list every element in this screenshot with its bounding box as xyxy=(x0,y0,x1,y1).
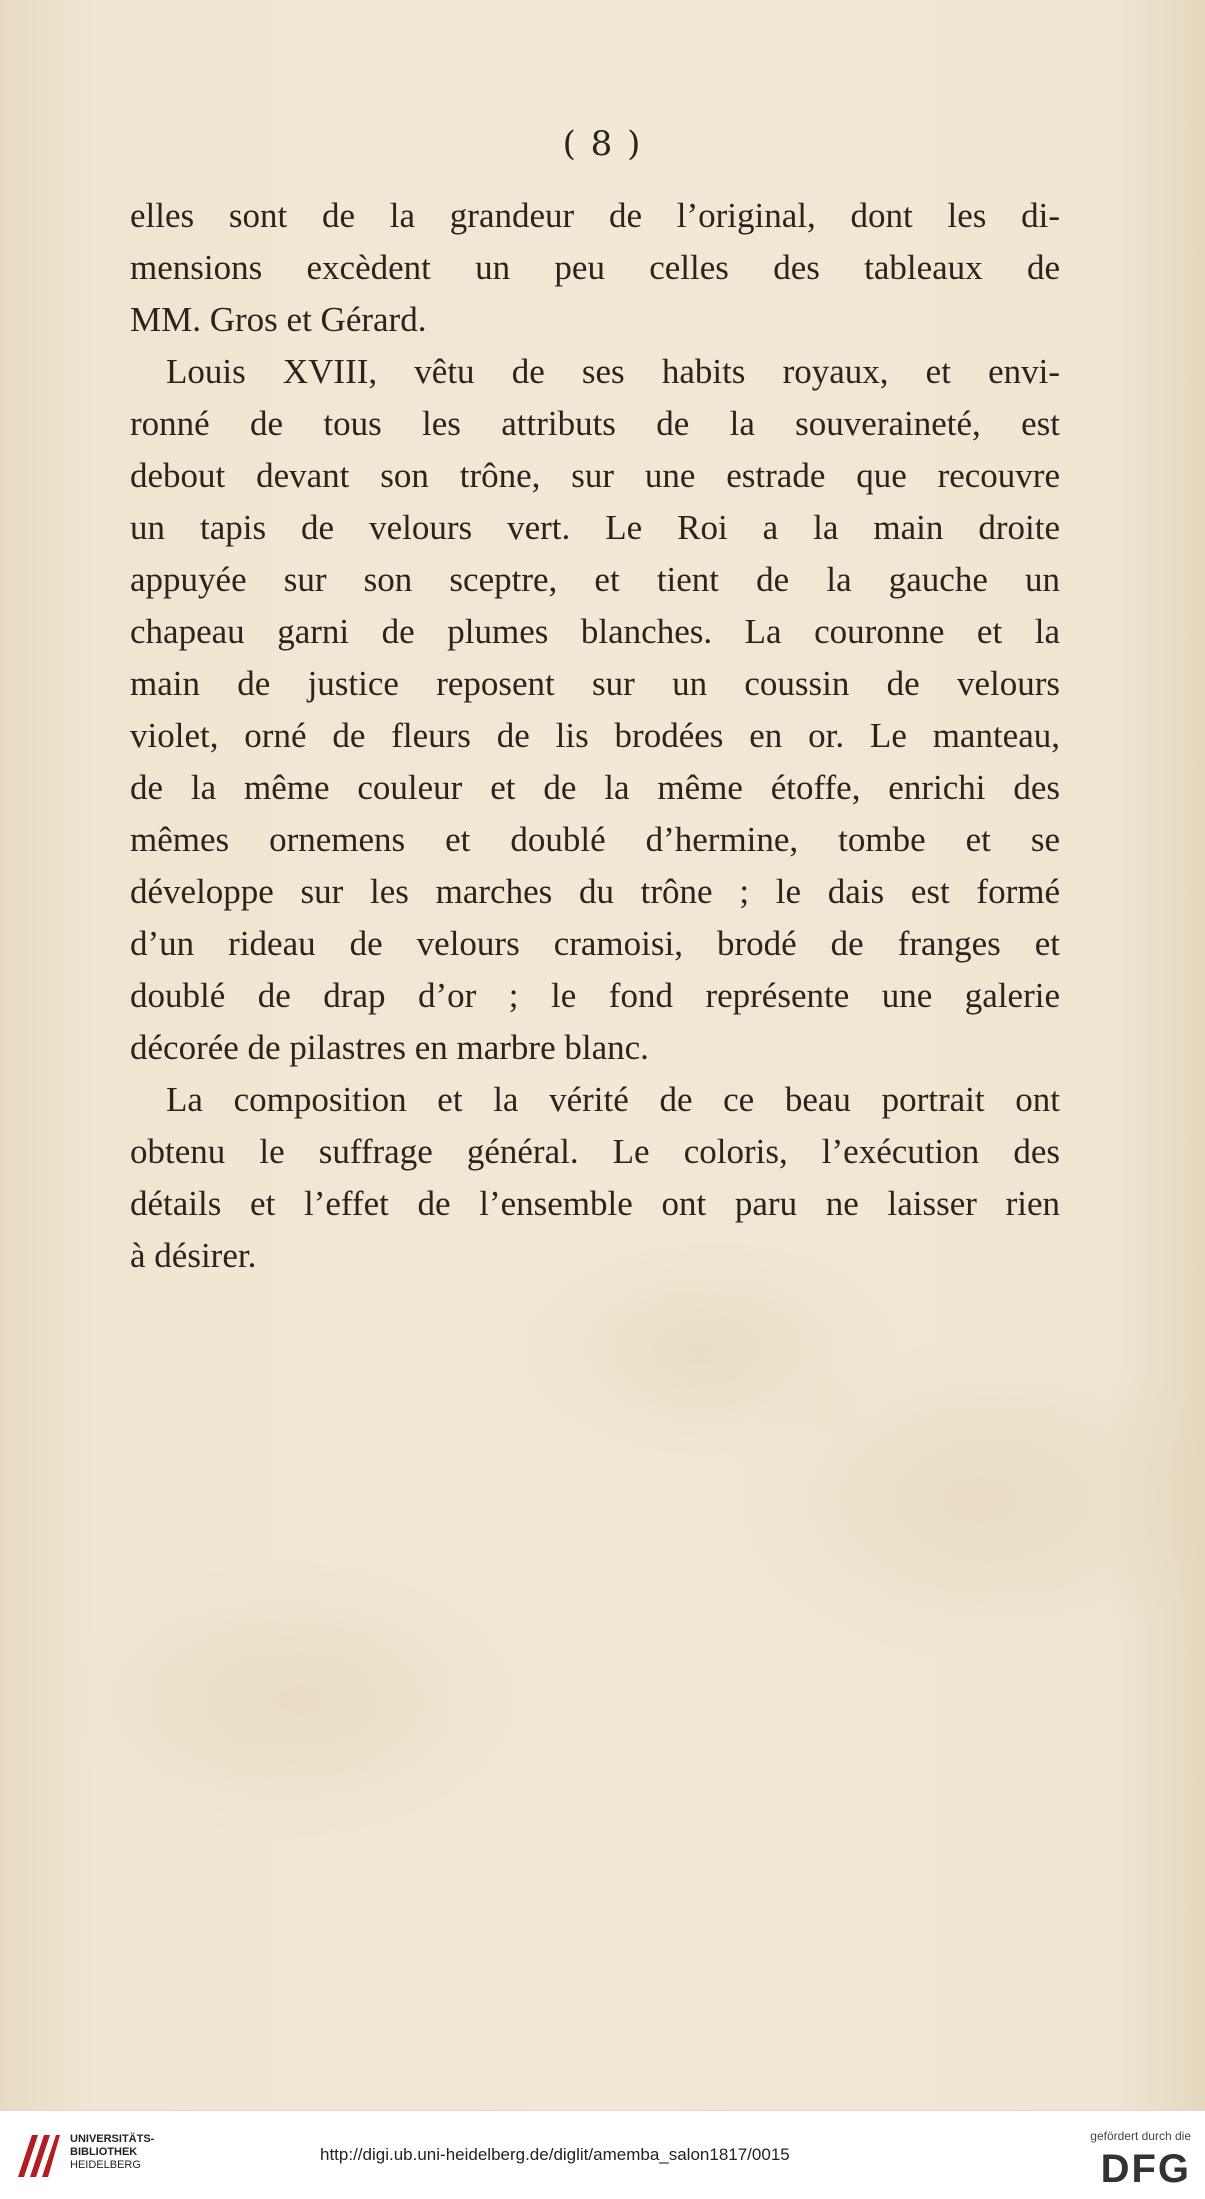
text-line: un tapis de velours vert. Le Roi a la main droite xyxy=(130,508,1060,547)
university-library-logo-icon xyxy=(12,2127,62,2183)
text-line: mensions excèdent un peu celles des tableaux de xyxy=(130,248,1060,287)
text-line: debout devant son trône, sur une estrade que recouvre xyxy=(130,456,1060,495)
library-name xyxy=(70,2133,154,2172)
funding-label: gefördert durch die xyxy=(1090,2129,1191,2143)
permalink-url[interactable]: http://digi.ub.uni-heidelberg.de/diglit/amemba_salon1817/0015 xyxy=(320,2145,790,2164)
library-name-line: HEIDELBERG xyxy=(70,2159,141,2171)
text-line: détails et l’effet de l’ensemble ont paru ne laisser rien xyxy=(130,1184,1060,1223)
paragraph-1 xyxy=(130,190,1060,346)
text-line: Louis XVIII, vêtu de ses habits royaux, et envi- xyxy=(166,352,1060,391)
text-line: appuyée sur son sceptre, et tient de la gauche un xyxy=(130,560,1060,599)
viewer-footer xyxy=(0,2110,1205,2199)
text-line: obtenu le suffrage général. Le coloris, l’exécution des xyxy=(130,1132,1060,1171)
text-line: chapeau garni de plumes blanches. La couronne et la xyxy=(130,612,1060,651)
text-line: La composition et la vérité de ce beau portrait ont xyxy=(166,1080,1060,1119)
library-name-line: UNIVERSITÄTS- xyxy=(70,2133,155,2145)
text-line: violet, orné de fleurs de lis brodées en or. Le manteau, xyxy=(130,716,1060,755)
text-line: développe sur les marches du trône ; le dais est formé xyxy=(130,872,1060,911)
text-line: à désirer. xyxy=(130,1236,257,1275)
paragraph-2 xyxy=(130,346,1060,1074)
library-name-line: BIBLIOTHEK xyxy=(70,2146,138,2158)
text-line: mêmes ornemens et doublé d’hermine, tombe et se xyxy=(130,820,1060,859)
dfg-logo: DFG xyxy=(1100,2147,1191,2191)
page-number: ( 8 ) xyxy=(562,124,643,164)
body-text xyxy=(130,190,1060,1282)
text-line: d’un rideau de velours cramoisi, brodé de franges et xyxy=(130,924,1060,963)
text-line: décorée de pilastres en marbre blanc. xyxy=(130,1028,649,1067)
text-line: MM. Gros et Gérard. xyxy=(130,300,427,339)
text-line: ronné de tous les attributs de la souveraineté, est xyxy=(130,404,1060,443)
paragraph-3 xyxy=(130,1074,1060,1282)
text-line: elles sont de la grandeur de l’original, dont les di- xyxy=(130,196,1060,235)
text-line: de la même couleur et de la même étoffe, enrichi des xyxy=(130,768,1060,807)
text-line: doublé de drap d’or ; le fond représente une galerie xyxy=(130,976,1060,1015)
text-line: main de justice reposent sur un coussin de velours xyxy=(130,664,1060,703)
